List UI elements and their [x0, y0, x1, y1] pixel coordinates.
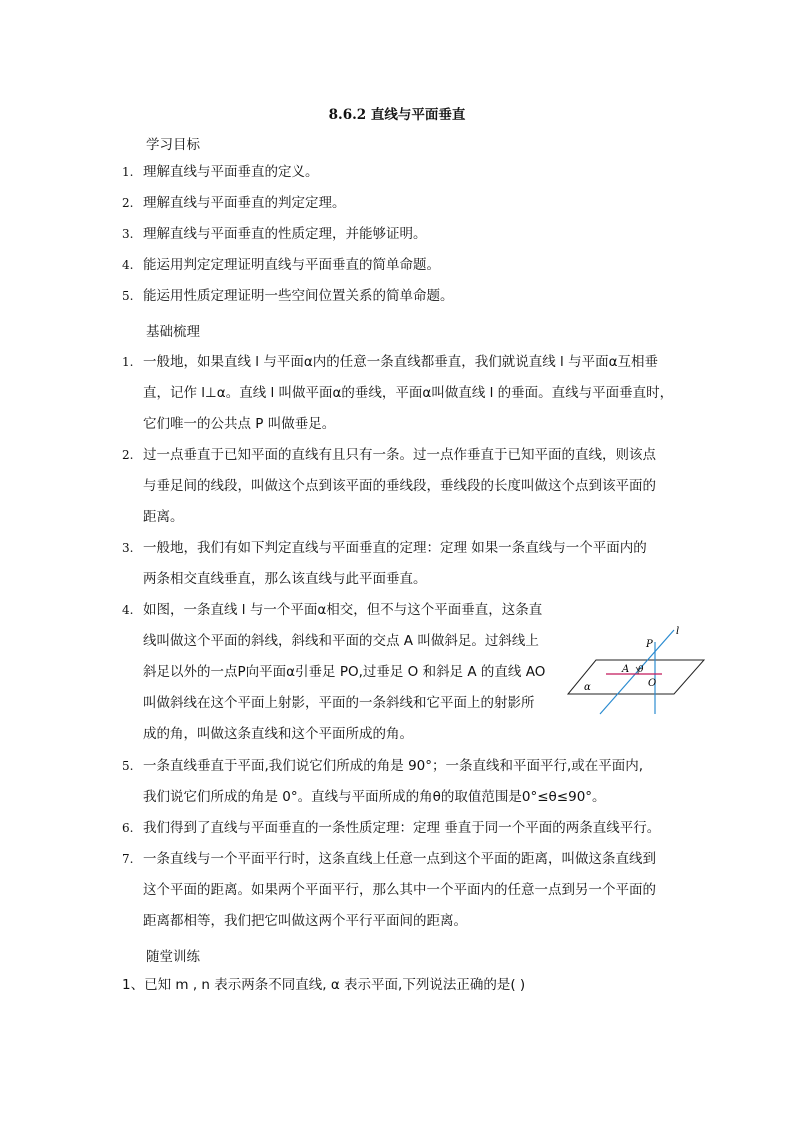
label-P: P [646, 639, 653, 650]
practice-question-1: 1、已知 m , n 表示两条不同直线, α 表示平面,下列说法正确的是( ) [122, 977, 526, 993]
basics-number: 3. [122, 541, 134, 555]
text-line: 距离。 [143, 509, 184, 525]
text-line: 距离都相等，我们把它叫做这两个平行平面间的距离。 [143, 913, 467, 929]
section-heading-objectives: 学习目标 [146, 137, 200, 153]
basics-number: 2. [122, 448, 134, 462]
objective-text: 理解直线与平面垂直的判定定理。 [143, 195, 346, 211]
text-line: 线叫做这个平面的斜线，斜线和平面的交点 A 叫做斜足。过斜线上 [143, 633, 539, 649]
text-line: 一般地，如果直线 l 与平面α内的任意一条直线都垂直，我们就说直线 l 与平面α互相垂 [143, 354, 658, 370]
basics-text [143, 813, 688, 844]
objective-number: 5. [122, 289, 134, 303]
text-line: 我们得到了直线与平面垂直的一条性质定理：定理 垂直于同一个平面的两条直线平行。 [143, 820, 661, 836]
label-O: O [648, 678, 657, 689]
basics-number: 4. [122, 603, 134, 617]
text-line: 成的角，叫做这条直线和这个平面所成的角。 [143, 726, 413, 742]
basics-text [143, 440, 688, 533]
text-line: 斜足以外的一点P向平面α引垂足 PO,过垂足 O 和斜足 A 的直线 AO [143, 664, 546, 680]
basics-text [143, 751, 688, 813]
oblique-line-plane-figure [566, 622, 706, 720]
basics-number: 5. [122, 759, 134, 773]
text-line: 我们说它们所成的角是 0°。直线与平面所成的角θ的取值范围是0°≤θ≤90°。 [143, 789, 606, 805]
basics-text [143, 347, 688, 440]
basics-text [143, 595, 563, 750]
oblique-line-l [600, 630, 674, 714]
objective-number: 3. [122, 227, 134, 241]
text-line: 如图，一条直线 l 与一个平面α相交，但不与这个平面垂直，这条直 [143, 602, 543, 618]
label-A: A [622, 664, 630, 675]
basics-text [143, 844, 688, 937]
label-theta: θ [638, 665, 644, 675]
section-heading-practice: 随堂训练 [146, 949, 200, 965]
text-line: 过一点垂直于已知平面的直线有且只有一条。过一点作垂直于已知平面的直线，则该点 [143, 447, 656, 463]
text-line: 直，记作 l⊥α。直线 l 叫做平面α的垂线，平面α叫做直线 l 的垂面。直线与平面垂直时， [143, 385, 674, 401]
text-line: 这个平面的距离。如果两个平面平行，那么其中一个平面内的任意一点到另一个平面的 [143, 882, 656, 898]
objective-number: 4. [122, 258, 134, 272]
text-line: 一条直线与一个平面平行时，这条直线上任意一点到这个平面的距离，叫做这条直线到 [143, 851, 656, 867]
basics-text [143, 533, 688, 595]
basics-number: 7. [122, 852, 134, 866]
text-line: 与垂足间的线段，叫做这个点到该平面的垂线段，垂线段的长度叫做这个点到该平面的 [143, 478, 656, 494]
objective-text: 理解直线与平面垂直的性质定理，并能够证明。 [143, 226, 427, 242]
objective-number: 2. [122, 196, 134, 210]
basics-number: 6. [122, 821, 134, 835]
label-l: l [676, 626, 680, 637]
text-line: 一条直线垂直于平面,我们说它们所成的角是 90°；一条直线和平面平行,或在平面内, [143, 758, 644, 774]
text-line: 一般地，我们有如下判定直线与平面垂直的定理：定理 如果一条直线与一个平面内的 [143, 540, 647, 556]
objective-text: 能运用性质定理证明一些空间位置关系的简单命题。 [143, 288, 454, 304]
objective-text: 能运用判定定理证明直线与平面垂直的简单命题。 [143, 257, 440, 273]
text-line: 两条相交直线垂直，那么该直线与此平面垂直。 [143, 571, 427, 587]
basics-number: 1. [122, 355, 134, 369]
text-line: 叫做斜线在这个平面上射影，平面的一条斜线和它平面上的射影所 [143, 695, 535, 711]
page-title: 8.6.2 直线与平面垂直 [328, 107, 466, 123]
label-alpha: α [584, 682, 591, 693]
text-line: 它们唯一的公共点 P 叫做垂足。 [143, 416, 336, 432]
objective-number: 1. [122, 165, 134, 179]
objective-text: 理解直线与平面垂直的定义。 [143, 164, 319, 180]
section-heading-basics: 基础梳理 [146, 324, 200, 340]
